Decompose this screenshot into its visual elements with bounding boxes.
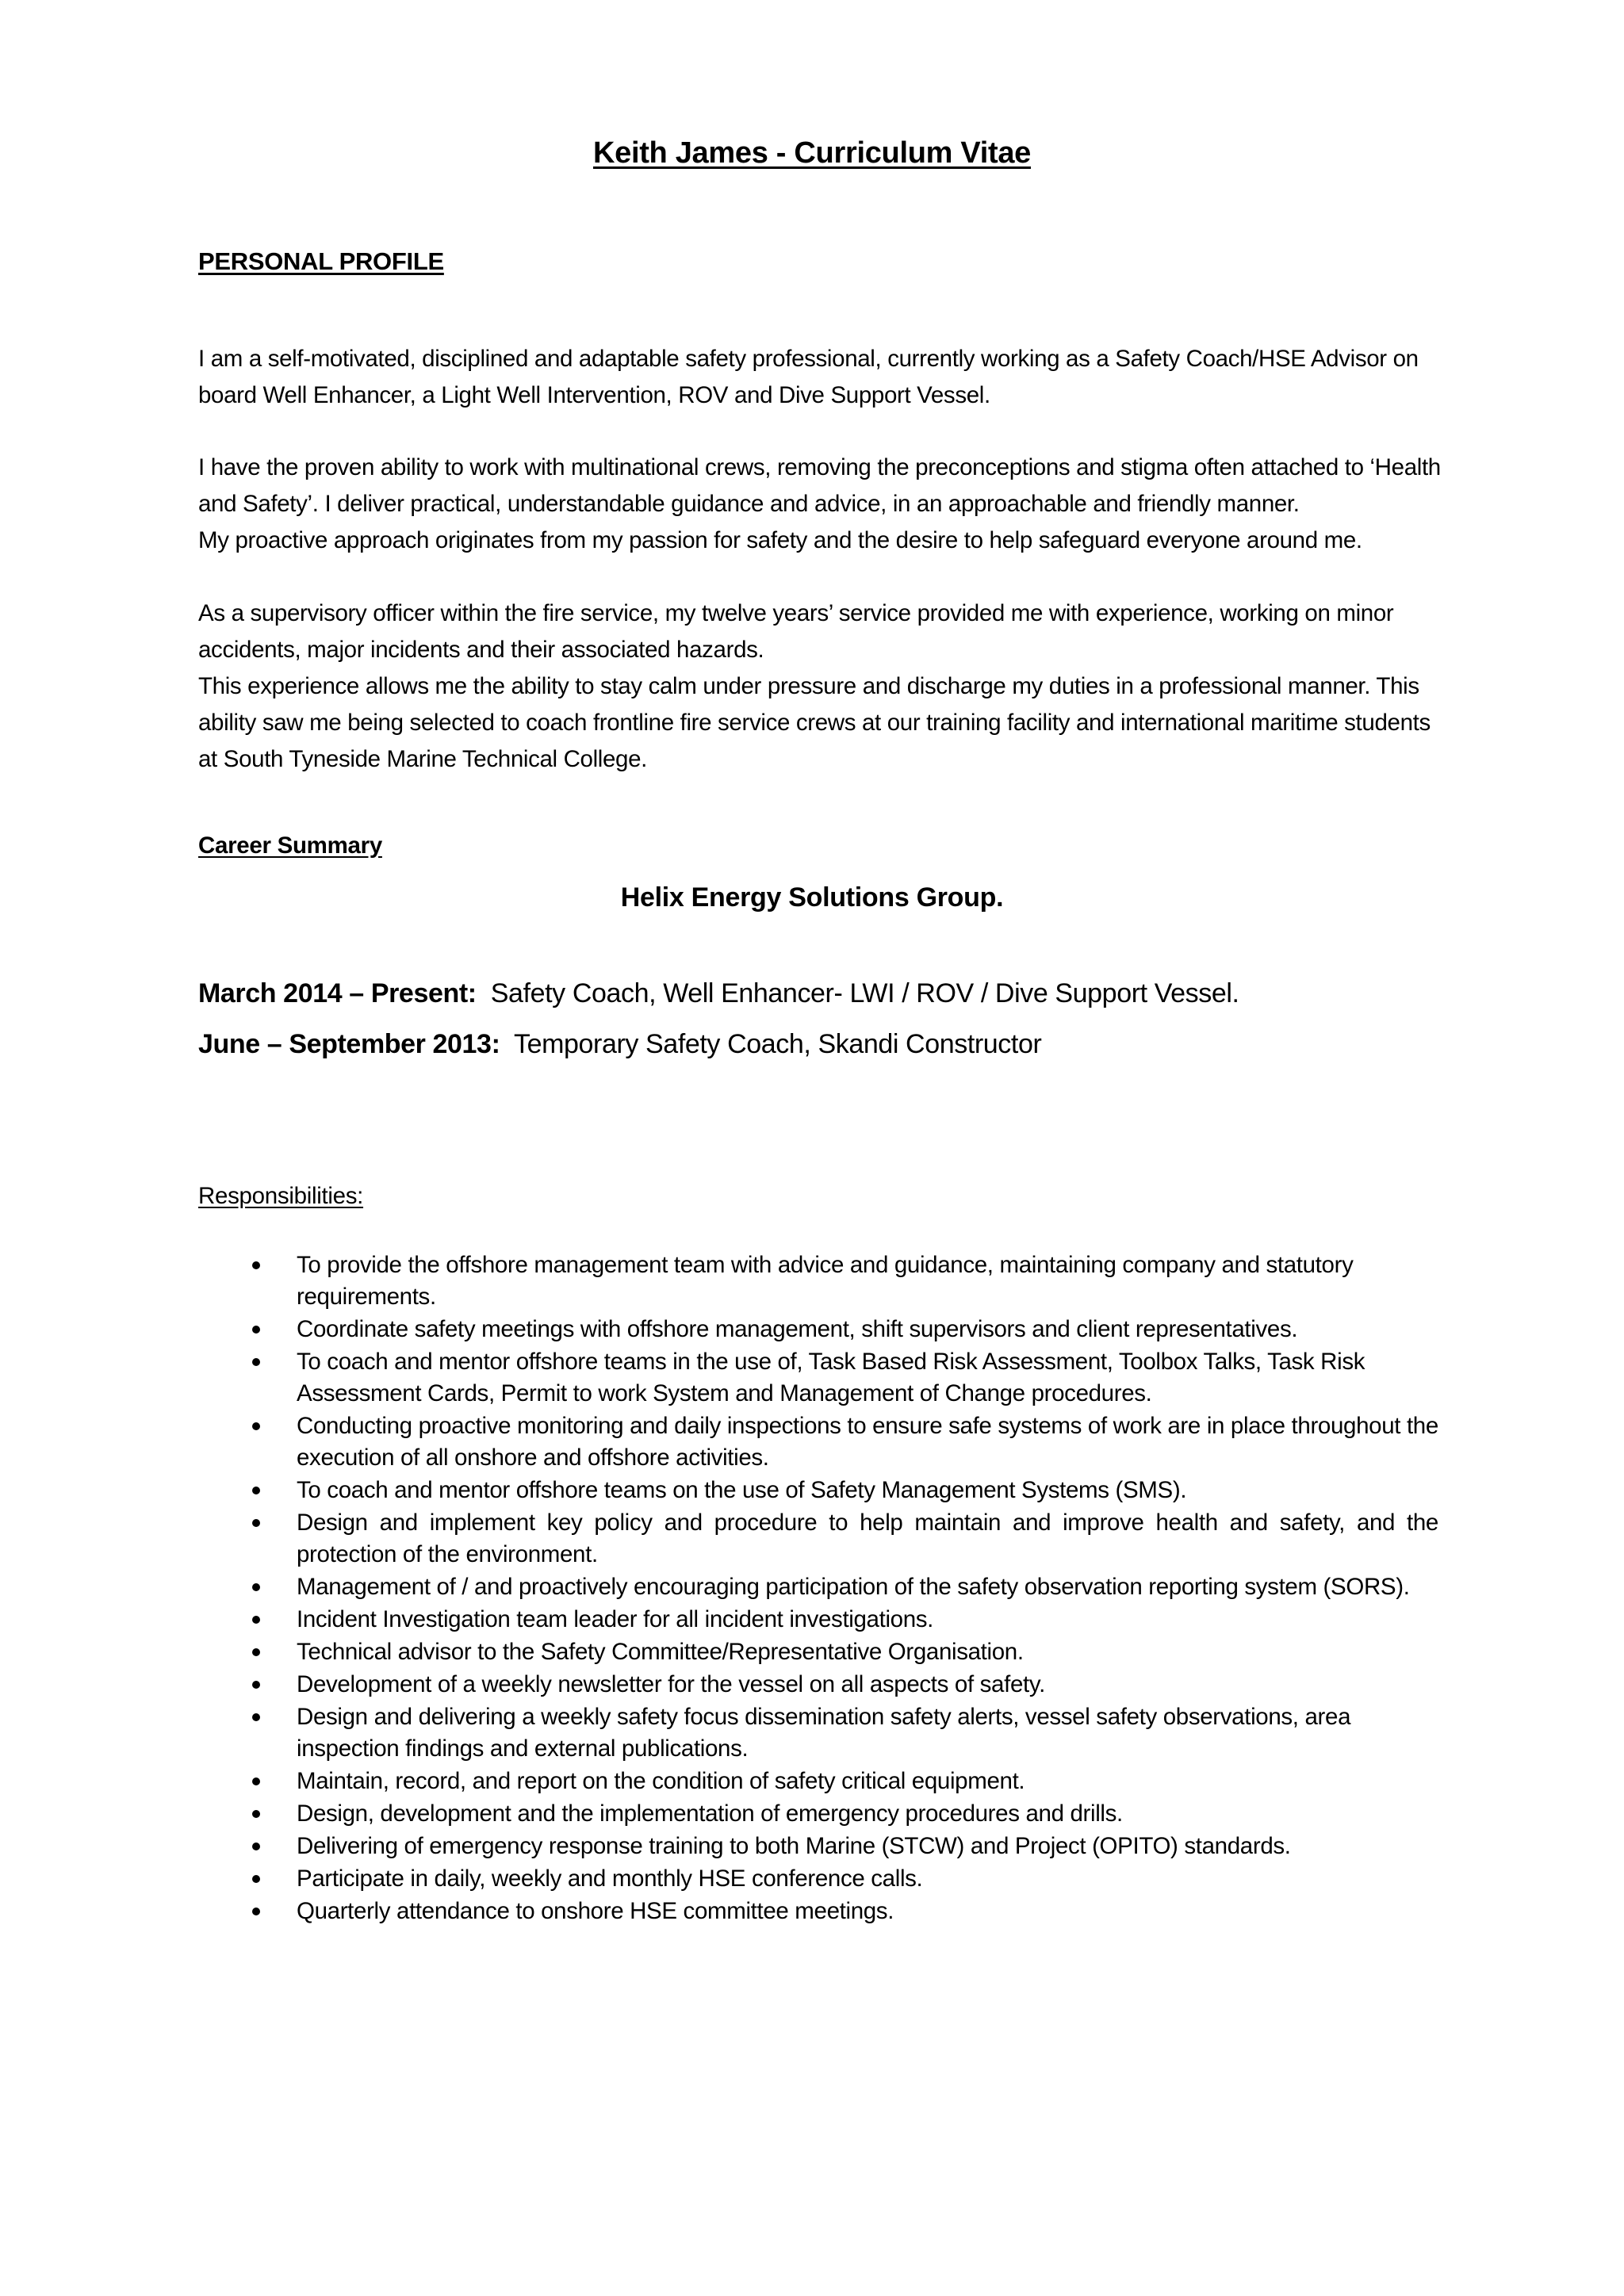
list-item-text: Incident Investigation team leader for all incident investigations. (297, 1606, 934, 1632)
document-title: Keith James - Curriculum Vitae (592, 136, 1032, 170)
bullet-icon (252, 1358, 260, 1366)
profile-paragraph-4: As a supervisory officer within the fire service, my twelve years’ service provided me with experience, working on minor accidents, major incidents and their associated hazards. (198, 600, 1394, 663)
profile-paragraph-3: My proactive approach originates from my passion for safety and the desire to help safeguard everyone around me. (198, 527, 1362, 553)
role-description: Temporary Safety Coach, Skandi Constructor (513, 1029, 1042, 1059)
list-item (0, 1701, 1438, 1765)
bullet-icon (252, 1616, 260, 1624)
list-item-text: Design and implement key policy and procedure to help maintain and improve health and safety, and the protection of the environment. (297, 1510, 1438, 1567)
list-item-text: Coordinate safety meetings with offshore management, shift supervisors and client representatives. (297, 1316, 1298, 1342)
list-item-text: Delivering of emergency response training to both Marine (STCW) and Project (OPITO) standards. (297, 1833, 1291, 1859)
list-item (0, 1507, 1438, 1571)
bullet-icon (252, 1908, 260, 1915)
bullet-icon (252, 1422, 260, 1430)
role-dates: June – September 2013: (198, 1029, 500, 1059)
bullet-icon (252, 1810, 260, 1818)
bullet-icon (252, 1875, 260, 1883)
list-item (0, 1346, 1438, 1410)
list-item (0, 1410, 1438, 1474)
career-role-2 (198, 1029, 1041, 1060)
profile-paragraph-1: I am a self-motivated, disciplined and adaptable safety professional, currently working as a Safety Coach/HSE Advisor on board Well Enhancer, a Light Well Intervention, ROV and Dive Support Vessel. (198, 346, 1419, 408)
personal-profile-heading: PERSONAL PROFILE (198, 247, 444, 275)
list-item-text: Design, development and the implementation of emergency procedures and drills. (297, 1800, 1123, 1827)
responsibilities-list (0, 1249, 1624, 1928)
list-item (0, 1314, 1438, 1345)
bullet-icon (252, 1681, 260, 1689)
profile-paragraph-2: I have the proven ability to work with multinational crews, removing the preconceptions and stigma often attached to ‘Health and Safety’. I deliver practical, understandable guidance and advice, in an approachable and friendly manner. (198, 454, 1441, 517)
list-item-text: Development of a weekly newsletter for the vessel on all aspects of safety. (297, 1671, 1045, 1697)
bullet-icon (252, 1777, 260, 1785)
profile-paragraph-5: This experience allows me the ability to stay calm under pressure and discharge my duties in a professional manner. This ability saw me being selected to coach frontline fire service crews at our training facility and international maritime students at South Tyneside Marine Technical College. (198, 673, 1431, 772)
list-item-text: To coach and mentor offshore teams in the use of, Task Based Risk Assessment, Toolbox Talks, Task Risk Assessment Cards, Permit to work System and Management of Change procedures. (297, 1349, 1365, 1406)
role-description: Safety Coach, Well Enhancer- LWI / ROV / Dive Support Vessel. (490, 978, 1239, 1008)
list-item (0, 1249, 1438, 1313)
list-item-text: Management of / and proactively encouraging participation of the safety observation reporting system (SORS). (297, 1574, 1410, 1600)
bullet-icon (252, 1843, 260, 1850)
bullet-icon (252, 1648, 260, 1656)
list-item (0, 1831, 1438, 1862)
bullet-icon (252, 1583, 260, 1591)
list-item-text: Participate in daily, weekly and monthly HSE conference calls. (297, 1866, 923, 1892)
list-item-text: To coach and mentor offshore teams on the use of Safety Management Systems (SMS). (297, 1477, 1187, 1503)
career-role-1 (198, 978, 1239, 1009)
bullet-icon (252, 1487, 260, 1494)
list-item (0, 1475, 1438, 1506)
list-item-text: Quarterly attendance to onshore HSE committee meetings. (297, 1898, 894, 1924)
list-item (0, 1571, 1438, 1603)
list-item (0, 1636, 1438, 1668)
list-item (0, 1896, 1438, 1927)
list-item (0, 1798, 1438, 1830)
list-item-text: Technical advisor to the Safety Committee/Representative Organisation. (297, 1639, 1024, 1665)
list-item-text: Design and delivering a weekly safety focus dissemination safety alerts, vessel safety observations, area inspection findings and external publications. (297, 1704, 1351, 1762)
role-dates: March 2014 – Present: (198, 978, 477, 1008)
list-item (0, 1863, 1438, 1895)
bullet-icon (252, 1326, 260, 1334)
list-item-text: To provide the offshore management team with advice and guidance, maintaining company and statutory requirements. (297, 1252, 1354, 1310)
responsibilities-heading: Responsibilities: (198, 1183, 364, 1209)
list-item (0, 1766, 1438, 1797)
list-item-text: Conducting proactive monitoring and daily inspections to ensure safe systems of work are in place throughout the execution of all onshore and offshore activities. (297, 1413, 1438, 1471)
list-item (0, 1604, 1438, 1636)
career-summary-heading: Career Summary (198, 832, 382, 859)
company-name: Helix Energy Solutions Group. (620, 882, 1004, 913)
list-item (0, 1669, 1438, 1701)
bullet-icon (252, 1519, 260, 1527)
bullet-icon (252, 1713, 260, 1721)
list-item-text: Maintain, record, and report on the condition of safety critical equipment. (297, 1768, 1025, 1794)
bullet-icon (252, 1261, 260, 1269)
